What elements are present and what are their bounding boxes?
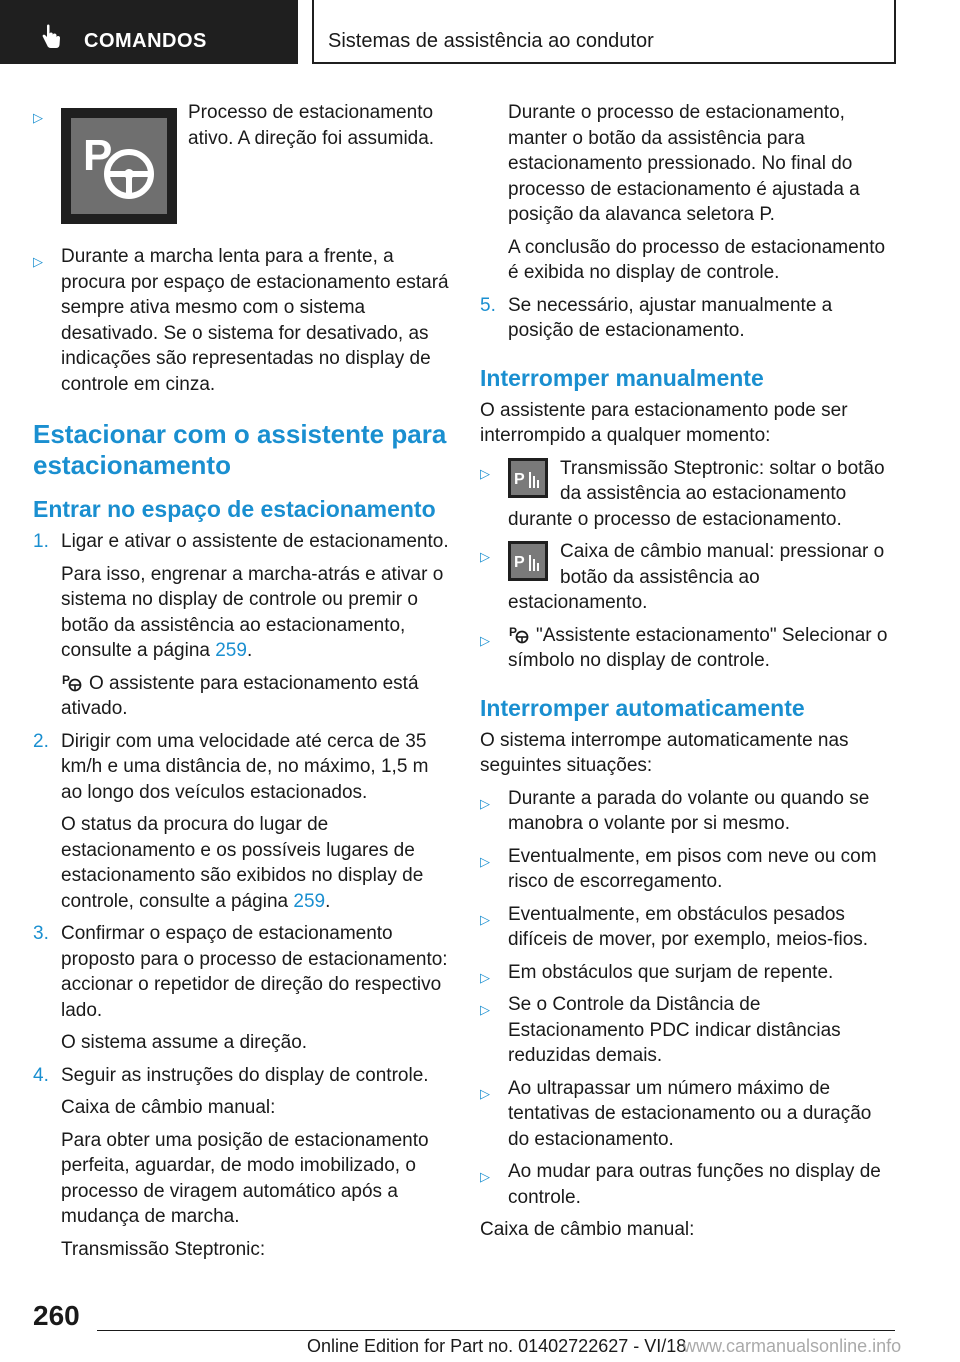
bullet-triangle-icon: ▷ [480, 1085, 490, 1101]
bullet-text: Durante a parada do volante ou quando se manobra o volante por si mesmo. [508, 787, 870, 834]
list-item [480, 902, 895, 953]
list-item [480, 786, 895, 837]
punctuation: . [325, 890, 331, 912]
bullet-triangle-icon: ▷ [480, 911, 490, 927]
watermark-site: www.carmanualsonline.info [683, 1336, 902, 1356]
bullet-triangle-icon: ▷ [33, 254, 43, 269]
bullet-triangle-icon: ▷ [480, 465, 490, 481]
bullet-triangle-icon: ▷ [480, 969, 490, 985]
bullet-text: Ao mudar para outras funções no display de controle. [508, 1161, 881, 1208]
page-link[interactable]: 259 [215, 640, 247, 661]
step-detail-text: Para isso, engrenar a marcha-atrás e ativar o sistema no display de controle ou premir o botão da assistência ao estacionamento, consulte a página [61, 563, 444, 661]
list-item [480, 456, 895, 533]
bullet-text: Caixa de câmbio manual: pressionar o botão da assistência ao estacionamento. [508, 541, 885, 613]
bullet-text: Processo de estacionamento ativo. A direção foi assumida. [188, 102, 435, 149]
subsection-heading: Interromper manualmente [480, 364, 764, 391]
list-item [480, 960, 895, 986]
step-item [33, 529, 449, 555]
parking-button-icon [508, 458, 548, 498]
footer-divider [97, 1330, 895, 1331]
step-detail: O sistema assume a direção. [61, 1032, 308, 1053]
bullet-triangle-icon: ▷ [480, 632, 490, 648]
parking-button-icon [508, 541, 548, 581]
step-number: 1. [33, 531, 49, 552]
bullet-triangle-icon: ▷ [480, 1169, 490, 1184]
parking-assist-icon [508, 624, 530, 644]
list-item [33, 100, 449, 236]
edition-note: Online Edition for Part no. 01402722627 - VI/18 [307, 1336, 687, 1356]
step-number: 2. [33, 730, 49, 752]
left-column [33, 100, 449, 1269]
bullet-text: Se o Controle da Distância de Estacionamento PDC indicar distâncias reduzidas demais. [508, 994, 841, 1066]
list-item [480, 623, 895, 674]
section-tab-label: COMANDOS [84, 30, 207, 52]
list-item [480, 1076, 895, 1153]
chapter-title-box [312, 0, 896, 64]
step-text: Ligar e ativar o assistente de estacionamento. [61, 531, 449, 552]
subsection-heading: Interromper automaticamente [480, 694, 805, 721]
parking-steering-icon [61, 108, 177, 224]
step-item [33, 1063, 449, 1089]
bullet-text: Durante a marcha lenta para a frente, a procura por espaço de estacionamento estará sempre ativa mesmo com o sistema desativado. Se o sistema for desativado, as indicações são representadas no display de controle em cinza. [61, 246, 449, 395]
right-column [480, 100, 895, 1250]
step-text: Seguir as instruções do display de controle. [61, 1064, 429, 1086]
hand-pointer-icon [40, 24, 62, 50]
svg-text:P: P [83, 131, 113, 180]
step-item [480, 293, 895, 344]
bullet-text: Transmissão Steptronic: soltar o botão da assistência ao estacionamento durante o processo de estacionamento. [508, 457, 885, 530]
step-detail [33, 812, 449, 914]
step-detail: Para obter uma posição de estacionamento perfeita, aguardar, de modo imobilizado, o processo de viragem automático após a mudança de marcha. [61, 1129, 429, 1227]
step-number: 5. [480, 294, 496, 316]
page-number: 260 [33, 1300, 80, 1331]
step-detail: Caixa de câmbio manual: [61, 1097, 276, 1118]
list-item [480, 844, 895, 895]
paragraph: Caixa de câmbio manual: [480, 1219, 695, 1240]
bullet-text: Ao ultrapassar um número máximo de tentativas de estacionamento ou a duração do estacionamento. [508, 1077, 872, 1150]
list-item [33, 244, 449, 397]
bullet-text: Em obstáculos que surjam de repente. [508, 961, 834, 983]
section-heading: Estacionar com o assistente para estacionamento [33, 419, 447, 480]
bullet-triangle-icon: ▷ [480, 795, 490, 811]
list-item [480, 1159, 895, 1210]
step-number: 4. [33, 1064, 49, 1086]
auto-interrupt-list [480, 786, 895, 1211]
parking-assist-icon [61, 672, 83, 692]
svg-text:P: P [509, 624, 518, 639]
step-detail: Durante o processo de estacionamento, manter o botão da assistência para estacionamento pressionado. No final do processo de estacionamento é ajustada a posição da alavanca seletora P. [508, 102, 860, 225]
paragraph: O assistente para estacionamento pode ser interrompido a qualquer momento: [480, 399, 848, 446]
step-detail-text: O status da procura do lugar de estacionamento e os possíveis lugares de estacionamento são exibidos no display de controle, consulte a página [61, 814, 424, 912]
chapter-title: Sistemas de assistência ao condutor [328, 30, 654, 52]
step-item [33, 921, 449, 1023]
svg-text:P: P [514, 470, 525, 488]
step-detail [33, 562, 449, 664]
step-text: Dirigir com uma velocidade até cerca de 35 km/h e uma distância de, no máximo, 1,5 m ao longo dos veículos estacionados. [61, 730, 429, 803]
paragraph: O sistema interrompe automaticamente nas seguintes situações: [480, 729, 849, 776]
list-item [480, 539, 895, 616]
bullet-triangle-icon: ▷ [33, 110, 43, 125]
step-number: 3. [33, 923, 49, 944]
step-detail-text: O assistente para estacionamento está ativado. [61, 672, 419, 719]
step-detail: A conclusão do processo de estacionamento é exibida no display de controle. [508, 236, 886, 283]
step-text: Se necessário, ajustar manualmente a posição de estacionamento. [508, 294, 833, 341]
subsection-heading: Entrar no espaço de estacionamento [33, 496, 436, 522]
bullet-triangle-icon: ▷ [480, 549, 490, 564]
step-detail: Transmissão Steptronic: [61, 1238, 266, 1260]
svg-text:P: P [514, 554, 525, 571]
punctuation: . [246, 640, 253, 661]
bullet-text: "Assistente estacionamento" Selecionar o símbolo no display de controle. [508, 624, 888, 671]
step-item [33, 729, 449, 806]
bullet-triangle-icon: ▷ [480, 1002, 490, 1017]
section-tab [0, 0, 298, 64]
list-item [480, 992, 895, 1069]
svg-text:P: P [62, 672, 71, 687]
step-text: Confirmar o espaço de estacionamento proposto para o processo de estacionamento: accionar o repetidor de direção do respectivo lado. [61, 923, 448, 1021]
bullet-text: Eventualmente, em pisos com neve ou com risco de escorregamento. [508, 845, 877, 892]
step-detail [33, 671, 449, 722]
bullet-text: Eventualmente, em obstáculos pesados difíceis de mover, por exemplo, meios-fios. [508, 903, 869, 950]
page-link[interactable]: 259 [293, 890, 326, 912]
bullet-triangle-icon: ▷ [480, 853, 490, 869]
